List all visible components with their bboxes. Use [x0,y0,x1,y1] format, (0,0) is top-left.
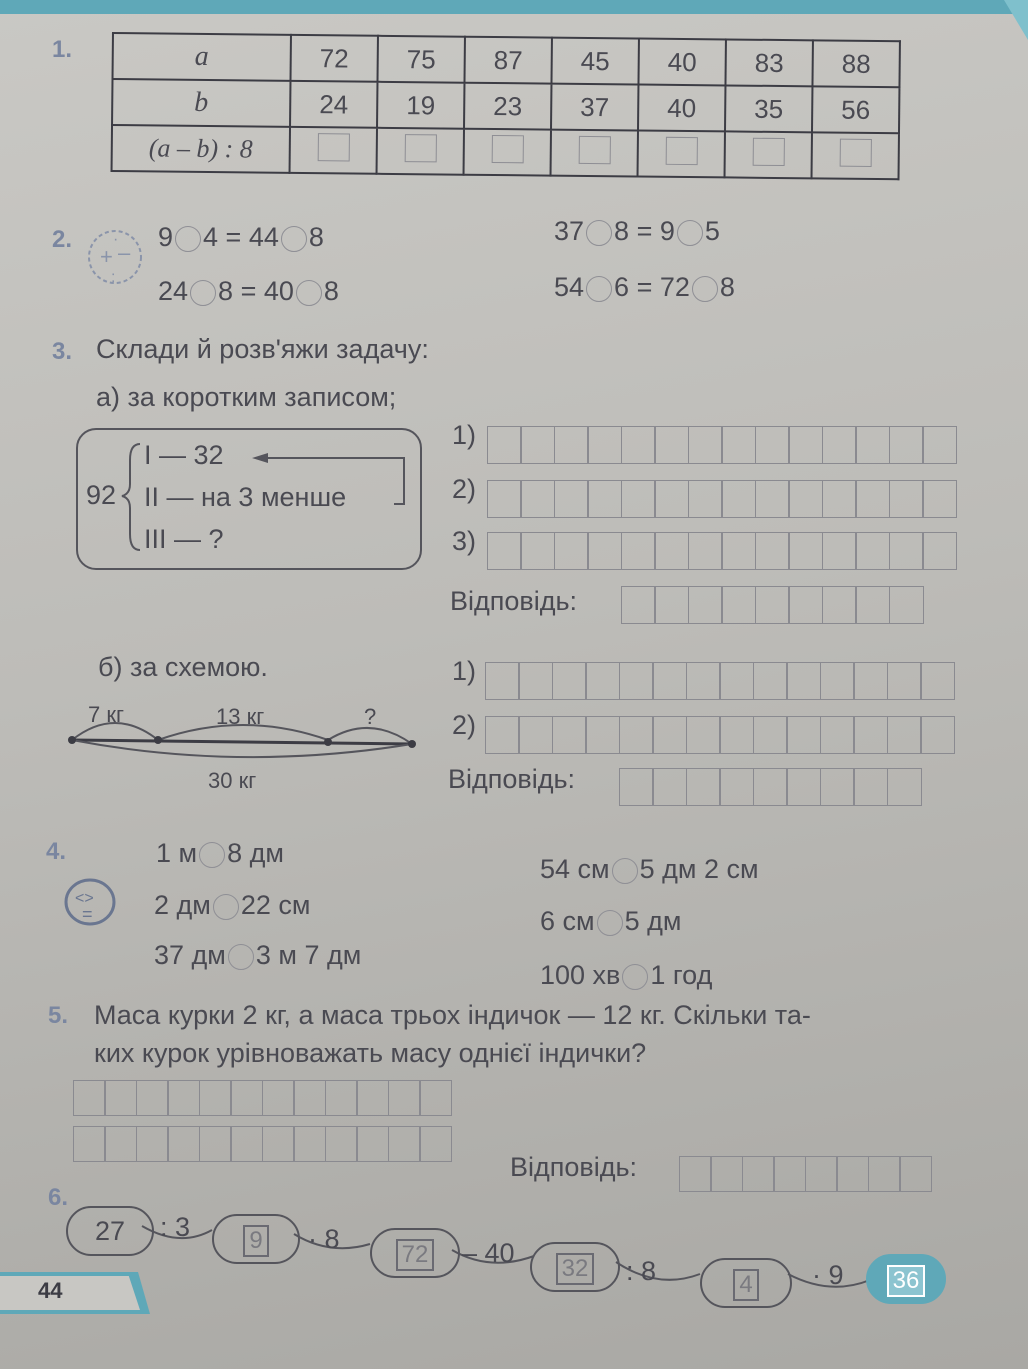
operator-slot[interactable] [296,280,322,306]
answer-grid[interactable] [74,1126,452,1162]
chain-op-4: : 8 [626,1256,657,1286]
answer-grid[interactable] [488,426,957,464]
step-label: 2) [452,474,477,504]
b-cell: 19 [377,82,464,129]
answer-label: Відповідь: [448,764,576,794]
result-cell[interactable] [551,130,638,177]
answer-grid[interactable] [680,1156,932,1192]
answer-grid[interactable] [620,768,922,806]
segment-1-label: 7 кг [88,702,124,727]
b-cell: 35 [725,85,812,132]
answer-grid[interactable] [486,662,955,700]
a-cell: 72 [290,35,377,82]
table-row-b [112,79,899,133]
result-cell[interactable] [725,131,812,178]
result-cell[interactable] [638,131,725,178]
b-cell: 37 [551,84,638,131]
handwritten-answer: 9 [243,1225,268,1257]
operator-slot[interactable] [175,226,201,252]
operator-slot[interactable] [692,276,718,302]
handwritten-answer: 4 [733,1269,758,1301]
chain-start: 27 [66,1206,154,1256]
operator-slot[interactable] [190,280,216,306]
operator-slot[interactable] [586,220,612,246]
operator-slot[interactable] [677,220,703,246]
compare-slot[interactable] [597,910,623,936]
ex1-table [111,32,901,180]
result-cell[interactable] [812,132,899,179]
operator-slot[interactable] [586,276,612,302]
ex5-number: 5. [48,1002,69,1029]
total-value: 92 [86,480,117,510]
compare-2: 2 дм 22 см [154,890,311,920]
segment-3-label: ? [364,704,377,729]
svg-text:–: – [118,240,131,265]
segment-total-label: 30 кг [208,768,257,793]
b-cell: 40 [638,85,725,132]
a-cell: 87 [464,37,551,84]
page-number-tab-inner [0,1276,140,1310]
answer-label: Відповідь: [510,1152,638,1182]
result-cell[interactable] [290,127,377,174]
compare-slot[interactable] [622,964,648,990]
page-number: 44 [38,1278,63,1303]
compare-slot[interactable] [213,894,239,920]
b-cell: 24 [290,81,377,128]
handwritten-answer: 32 [556,1253,595,1285]
row-b-label: b [112,79,290,127]
compare-6: 100 хв 1 год [540,960,713,990]
operator-slot[interactable] [281,226,307,252]
record-line-2: II — на 3 менше [144,482,347,512]
svg-text:+: + [100,244,113,269]
segment-2-label: 13 кг [216,704,265,729]
chain-op-1: : 3 [160,1212,191,1242]
svg-text:=: = [82,904,93,924]
handwritten-answer: 72 [396,1239,435,1271]
chain-op-2: · 8 [308,1224,340,1254]
ex2-number: 2. [52,226,73,253]
handwritten-answer: 36 [887,1265,926,1297]
record-line-1: I — 32 [144,440,224,470]
table-row-a [113,33,900,87]
operations-icon [80,222,150,292]
table-row-result [112,125,899,179]
ex2-eq-2: 24 8 = 40 8 [158,276,339,306]
svg-text:·: · [113,231,119,248]
a-cell: 88 [812,40,899,87]
answer-grid[interactable] [486,716,955,754]
b-cell: 56 [812,86,899,133]
svg-text::: : [111,269,116,286]
chain-result-4[interactable] [700,1258,792,1308]
ex2-eq-4: 54 6 = 72 8 [554,272,735,302]
ex5-line-2: ких курок урівноважать масу однієї індички? [94,1038,647,1068]
ex3-a-label: а) за коротким записом; [96,382,397,412]
compare-3: 37 дм 3 м 7 дм [154,940,362,970]
chain-result-5[interactable] [866,1254,946,1304]
answer-label: Відповідь: [450,586,578,616]
compare-slot[interactable] [228,944,254,970]
ex2-eq-1: 9 4 = 44 8 [158,222,324,252]
row-expr-label: (a – b) : 8 [112,125,290,173]
a-cell: 75 [377,36,464,83]
step-label: 3) [452,526,477,556]
compare-slot[interactable] [612,858,638,884]
record-line-3: III — ? [144,524,224,554]
ex3-title: Склади й розв'яжи задачу: [96,334,429,364]
a-cell: 83 [725,39,812,86]
ex3-b-label: б) за схемою. [98,652,268,682]
answer-grid[interactable] [622,586,924,624]
ex1-number: 1. [52,36,73,63]
top-band [0,0,1028,14]
compare-slot[interactable] [199,842,225,868]
ex5-line-1: Маса курки 2 кг, а маса трьох індичок — 12 кг. Скільки та- [94,1000,811,1030]
result-cell[interactable] [377,128,464,175]
chain-result-3[interactable] [530,1242,620,1292]
result-cell[interactable] [464,129,551,176]
step-label: 1) [452,656,477,686]
row-a-label: a [113,33,291,81]
answer-grid[interactable] [74,1080,452,1116]
step-label: 2) [452,710,477,740]
step-label: 1) [452,420,477,450]
svg-text:<>: <> [75,890,94,907]
a-cell: 45 [551,38,638,85]
compare-icon [62,876,118,928]
a-cell: 40 [638,39,725,86]
chain-op-3: – 40 [462,1238,515,1268]
compare-5: 6 см 5 дм [540,906,682,936]
compare-1: 1 м 8 дм [156,838,284,868]
compare-4: 54 см 5 дм 2 см [540,854,759,884]
answer-grid[interactable] [488,480,957,518]
chain-result-2[interactable] [370,1228,460,1278]
b-cell: 23 [464,83,551,130]
ex6-number: 6. [48,1184,69,1211]
chain-result-1[interactable] [212,1214,300,1264]
ex2-eq-3: 37 8 = 9 5 [554,216,720,246]
ex3-number: 3. [52,338,73,365]
chain-op-5: · 9 [812,1260,844,1290]
answer-grid[interactable] [488,532,957,570]
ex4-number: 4. [46,838,67,865]
